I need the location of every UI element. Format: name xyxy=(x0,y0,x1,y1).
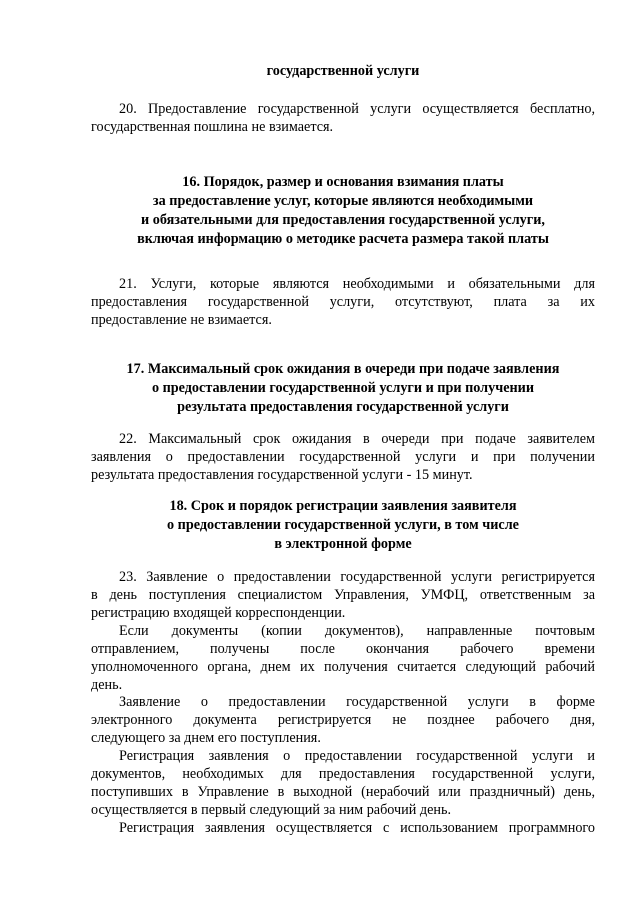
section-17-heading: 17. Максимальный срок ожидания в очереди при подаче заявления о предоставлении государственной услуги и при получении результата предоставления государственной услуги xyxy=(126,361,560,415)
mail-paragraph-line: Если документы (копии документов), направленные почтовым xyxy=(119,623,595,639)
item-23-line: 23. Заявление о предоставлении государственной услуги регистрируется xyxy=(119,569,595,585)
mail-paragraph-line: день. xyxy=(91,677,123,693)
item-21-line: предоставление не взимается. xyxy=(91,312,272,328)
software-paragraph-line: Регистрация заявления осуществляется с использованием программного xyxy=(119,820,595,836)
item-20-line: государственная пошлина не взимается. xyxy=(91,119,334,135)
section-16-heading: 16. Порядок, размер и основания взимания платы за предоставление услуг, которые являются необходимыми и обязательными для предоставления государственной услуги, включая информацию о методике расчета размера такой платы xyxy=(137,174,549,247)
holiday-paragraph-line: поступивших в Управление в выходной (нерабочий или праздничный) день, xyxy=(91,784,595,800)
item-23-line: в день поступления специалистом Управления, УМФЦ, ответственным за xyxy=(91,587,595,603)
section-18-heading: 18. Срок и порядок регистрации заявления заявителя о предоставлении государственной услуги, в том числе в электронной форме xyxy=(167,498,519,552)
section-heading-continued: государственной услуги xyxy=(266,63,420,79)
item-21-line: предоставления государственной услуги, отсутствуют, плата за их xyxy=(91,294,595,310)
holiday-paragraph-line: осуществляется в первый следующий за ним рабочий день. xyxy=(91,802,452,818)
mail-paragraph-line: уполномоченного органа, днем их получения считается следующий рабочий xyxy=(91,659,595,675)
item-22-line: заявления о предоставлении государственной услуги и при получении xyxy=(91,449,595,465)
mail-paragraph-line: отправлением, получены после окончания рабочего времени xyxy=(91,641,595,657)
electronic-paragraph-line: следующего за днем его поступления. xyxy=(91,730,321,746)
item-20-line: 20. Предоставление государственной услуги осуществляется бесплатно, xyxy=(119,101,595,117)
item-22-line: 22. Максимальный срок ожидания в очереди при подаче заявителем xyxy=(119,431,595,447)
item-21-line: 21. Услуги, которые являются необходимыми и обязательными для xyxy=(119,276,595,292)
electronic-paragraph-line: Заявление о предоставлении государственной услуги в форме xyxy=(119,694,595,710)
item-23-line: регистрацию входящей корреспонденции. xyxy=(91,605,346,621)
holiday-paragraph-line: Регистрация заявления о предоставлении государственной услуги и xyxy=(119,748,595,764)
holiday-paragraph-line: документов, необходимых для предоставления государственной услуги, xyxy=(91,766,595,782)
item-22-line: результата предоставления государственной услуги - 15 минут. xyxy=(91,467,473,483)
electronic-paragraph-line: электронного документа регистрируется не позднее рабочего дня, xyxy=(91,712,595,728)
